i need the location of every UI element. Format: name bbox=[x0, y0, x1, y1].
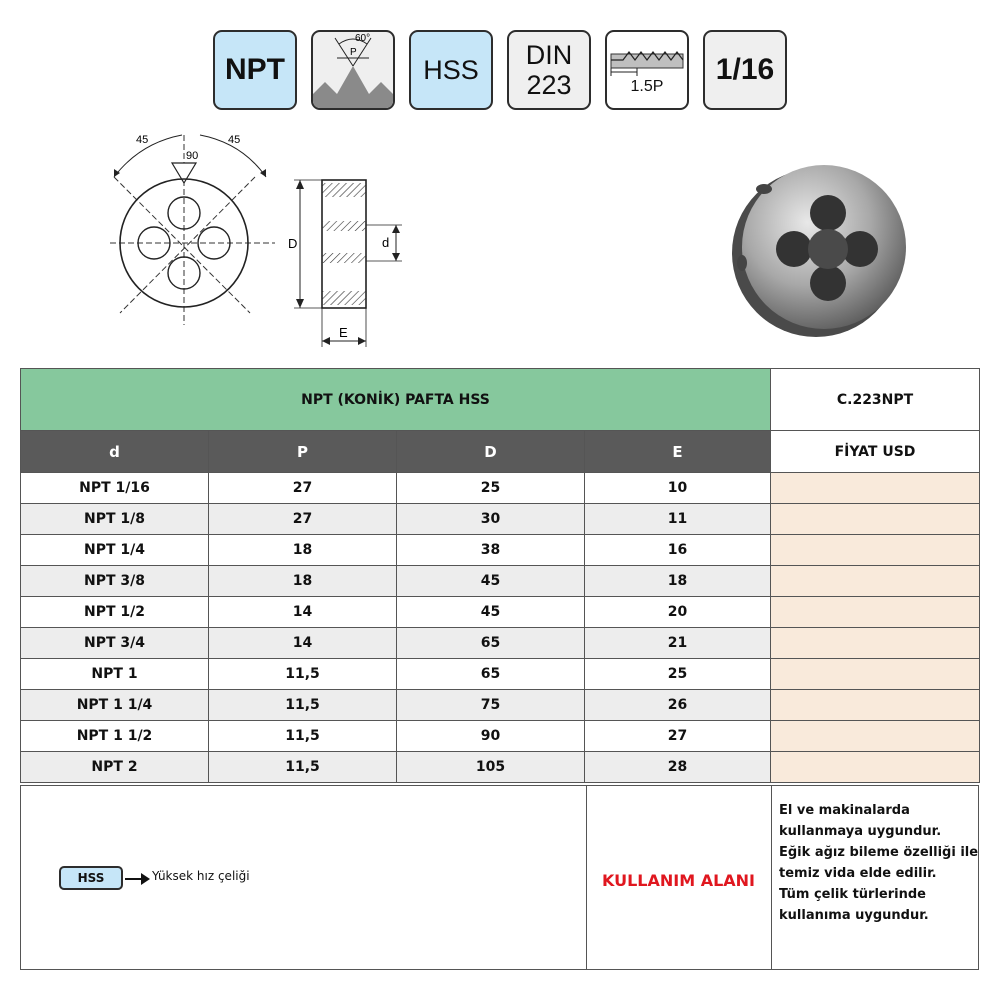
price-cell bbox=[771, 473, 980, 504]
panel-divider bbox=[771, 786, 772, 969]
price-cell bbox=[771, 597, 980, 628]
cell-d: NPT 3/8 bbox=[21, 566, 209, 597]
angle-left-text: 45 bbox=[136, 134, 149, 146]
cell-P: 18 bbox=[209, 535, 397, 566]
cell-P: 11,5 bbox=[209, 690, 397, 721]
cell-D: 65 bbox=[397, 628, 585, 659]
spec-table bbox=[20, 368, 980, 783]
table-row bbox=[21, 659, 980, 690]
product-code: C.223NPT bbox=[771, 369, 980, 431]
arrow-head-icon bbox=[141, 873, 150, 885]
cell-d: NPT 1/16 bbox=[21, 473, 209, 504]
usage-description bbox=[779, 800, 979, 926]
din-label: DIN bbox=[525, 40, 573, 70]
cell-d: NPT 1 1/2 bbox=[21, 721, 209, 752]
cell-D: 25 bbox=[397, 473, 585, 504]
price-cell bbox=[771, 628, 980, 659]
thread-angle-icon bbox=[313, 32, 393, 108]
pitch-letter-text: P bbox=[350, 47, 357, 58]
cell-D: 38 bbox=[397, 535, 585, 566]
cell-E: 25 bbox=[585, 659, 771, 690]
price-cell bbox=[771, 721, 980, 752]
chamfer-ratio-label: 1/16 bbox=[715, 53, 775, 86]
dim-d-text: d bbox=[382, 235, 390, 250]
usage-line: kullanıma uygundur. bbox=[779, 908, 929, 923]
table-row bbox=[21, 566, 980, 597]
cell-E: 20 bbox=[585, 597, 771, 628]
angle-right-text: 45 bbox=[228, 134, 241, 146]
cell-E: 16 bbox=[585, 535, 771, 566]
cell-P: 14 bbox=[209, 597, 397, 628]
cell-E: 28 bbox=[585, 752, 771, 783]
table-row bbox=[21, 473, 980, 504]
cell-P: 18 bbox=[209, 566, 397, 597]
cell-d: NPT 1 1/4 bbox=[21, 690, 209, 721]
table-row bbox=[21, 721, 980, 752]
table-title: NPT (KONİK) PAFTA HSS bbox=[21, 369, 771, 431]
table-row bbox=[21, 628, 980, 659]
table-row bbox=[21, 752, 980, 783]
info-panel bbox=[20, 785, 979, 970]
npt-badge bbox=[213, 30, 297, 110]
cell-E: 26 bbox=[585, 690, 771, 721]
cell-D: 45 bbox=[397, 597, 585, 628]
cell-P: 27 bbox=[209, 504, 397, 535]
hss-legend-badge: HSS bbox=[59, 866, 123, 890]
price-cell bbox=[771, 535, 980, 566]
cell-D: 30 bbox=[397, 504, 585, 535]
hss-badge-label: HSS bbox=[423, 54, 479, 85]
cell-d: NPT 1/4 bbox=[21, 535, 209, 566]
usage-line: kullanmaya uygundur. bbox=[779, 824, 942, 839]
price-cell bbox=[771, 690, 980, 721]
chamfer-thread-icon bbox=[607, 32, 687, 108]
price-cell bbox=[771, 504, 980, 535]
pitch-value: 1.5P bbox=[630, 78, 664, 95]
dim-E-text: E bbox=[339, 325, 348, 340]
cell-d: NPT 3/4 bbox=[21, 628, 209, 659]
cell-E: 21 bbox=[585, 628, 771, 659]
price-cell bbox=[771, 752, 980, 783]
cell-P: 11,5 bbox=[209, 721, 397, 752]
usage-line: Eğik ağız bileme özelliği ile bbox=[779, 845, 979, 860]
cell-P: 27 bbox=[209, 473, 397, 504]
cell-D: 105 bbox=[397, 752, 585, 783]
column-header-P: P bbox=[209, 431, 397, 473]
column-header-D: D bbox=[397, 431, 585, 473]
price-cell bbox=[771, 566, 980, 597]
cell-E: 27 bbox=[585, 721, 771, 752]
usage-line: temiz vida elde edilir. bbox=[779, 866, 937, 881]
column-header-d: d bbox=[21, 431, 209, 473]
cell-E: 11 bbox=[585, 504, 771, 535]
angle-center-text: 90 bbox=[186, 150, 199, 162]
din-badge bbox=[507, 30, 591, 110]
die-technical-drawing bbox=[100, 125, 420, 350]
dim-D-text: D bbox=[288, 236, 298, 251]
cell-E: 18 bbox=[585, 566, 771, 597]
angle-text: 60° bbox=[355, 33, 371, 44]
table-row bbox=[21, 535, 980, 566]
column-header-E: E bbox=[585, 431, 771, 473]
cell-P: 11,5 bbox=[209, 659, 397, 690]
chamfer-ratio-badge bbox=[703, 30, 787, 110]
price-header: FİYAT USD bbox=[771, 431, 980, 473]
pitch-badge bbox=[605, 30, 689, 110]
table-row bbox=[21, 597, 980, 628]
table-row bbox=[21, 504, 980, 535]
die-product-image bbox=[728, 155, 918, 345]
cell-d: NPT 2 bbox=[21, 752, 209, 783]
table-row bbox=[21, 690, 980, 721]
hss-legend-text: Yüksek hız çeliği bbox=[152, 869, 250, 883]
cell-D: 75 bbox=[397, 690, 585, 721]
cell-d: NPT 1/2 bbox=[21, 597, 209, 628]
cell-d: NPT 1 bbox=[21, 659, 209, 690]
cell-d: NPT 1/8 bbox=[21, 504, 209, 535]
price-cell bbox=[771, 659, 980, 690]
cell-D: 90 bbox=[397, 721, 585, 752]
spec-table-container bbox=[20, 368, 979, 783]
npt-badge-label: NPT bbox=[225, 53, 285, 86]
cell-E: 10 bbox=[585, 473, 771, 504]
cell-P: 14 bbox=[209, 628, 397, 659]
cell-D: 65 bbox=[397, 659, 585, 690]
usage-line: Tüm çelik türlerinde bbox=[779, 887, 926, 902]
cell-D: 45 bbox=[397, 566, 585, 597]
usage-area-title: KULLANIM ALANI bbox=[601, 871, 756, 890]
din-number: 223 bbox=[526, 70, 572, 100]
thread-angle-badge bbox=[311, 30, 395, 110]
usage-line: El ve makinalarda bbox=[779, 803, 910, 818]
cell-P: 11,5 bbox=[209, 752, 397, 783]
hss-badge bbox=[409, 30, 493, 110]
